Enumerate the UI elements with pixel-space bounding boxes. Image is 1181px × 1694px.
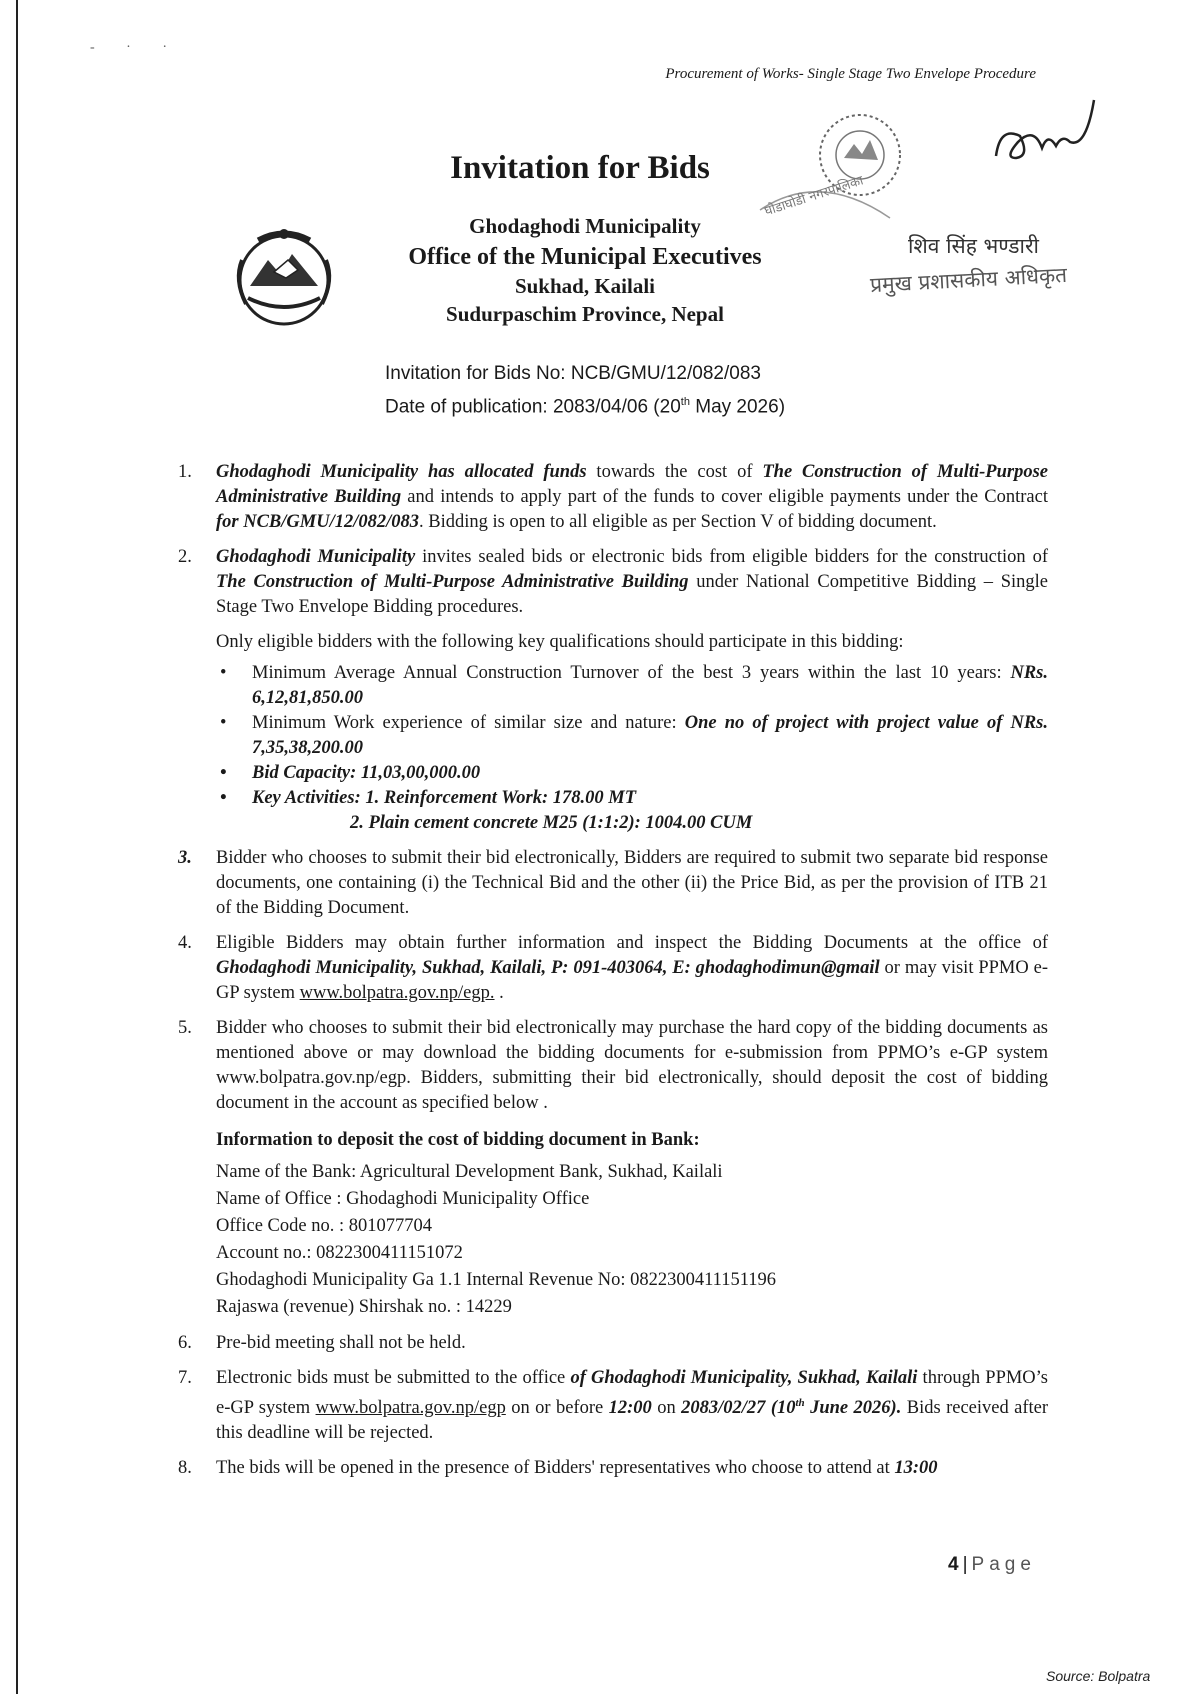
account-number: Account no.: 0822300411151072 bbox=[216, 1243, 463, 1263]
org-province: Sudurpaschim Province, Nepal bbox=[446, 302, 724, 326]
clause-number: 5. bbox=[178, 1018, 192, 1038]
publication-date: Date of publication: 2083/04/06 (20th May 2026) bbox=[385, 396, 786, 418]
nepal-emblem-icon bbox=[228, 220, 340, 332]
signature-icon bbox=[990, 96, 1100, 176]
left-margin-rule bbox=[16, 0, 18, 1694]
clause-4 bbox=[178, 931, 1048, 1006]
clause-6 bbox=[178, 1331, 1048, 1356]
clause-text: Ghodaghodi Municipality has allocated funds towards the cost of The Construction of Multi-Purpose Administrative Building and intends to apply part of the funds to cover eligible payments under the Contract for NCB/GMU/12/082/083. Bidding is open to all eligible as per Section V of bidding document. bbox=[216, 462, 1048, 532]
clause-number: 6. bbox=[178, 1333, 192, 1353]
clause-text: The bids will be opened in the presence of Bidders' representatives who choose to attend at 13:00 bbox=[216, 1458, 938, 1479]
internal-revenue-number: Ghodaghodi Municipality Ga 1.1 Internal Revenue No: 0822300411151196 bbox=[216, 1270, 777, 1290]
org-name: Ghodaghodi Municipality bbox=[469, 214, 701, 238]
clause-number: 2. bbox=[178, 547, 192, 567]
clause-text: Bidder who chooses to submit their bid electronically, Bidders are required to submit two separate bid response documents, one containing (i) the Technical Bid and the other (ii) the Price Bid, as per the provision of ITB 21 of the Bidding Document. bbox=[216, 848, 1048, 918]
clause-text: Ghodaghodi Municipality invites sealed bids or electronic bids from eligible bidders for the construction of The Construction of Multi-Purpose Administrative Building under National Competitive Bidding – Single Stage Two Envelope Bidding procedures. bbox=[216, 547, 1049, 617]
revenue-heading-number: Rajaswa (revenue) Shirshak no. : 14229 bbox=[216, 1297, 512, 1317]
clause-number: 7. bbox=[178, 1368, 192, 1388]
clause-number: 4. bbox=[178, 933, 192, 953]
office-code: Office Code no. : 801077704 bbox=[216, 1216, 432, 1236]
bank-name: Name of the Bank: Agricultural Development Bank, Sukhad, Kailali bbox=[216, 1162, 723, 1182]
qualification-bid-capacity: • Bid Capacity: 11,03,00,000.00 bbox=[252, 761, 1048, 786]
clause-number: 8. bbox=[178, 1458, 192, 1479]
ifb-number: Invitation for Bids No: NCB/GMU/12/082/083 bbox=[385, 363, 761, 384]
clause-5 bbox=[178, 1016, 1048, 1321]
source-credit: Source: Bolpatra bbox=[1046, 1668, 1151, 1684]
ifb-details bbox=[385, 360, 805, 421]
org-location: Sukhad, Kailali bbox=[514, 274, 656, 298]
egp-link[interactable]: www.bolpatra.gov.np/egp bbox=[315, 1398, 506, 1419]
clause-3 bbox=[178, 846, 1048, 921]
stamp-officer-title: प्रमुख प्रशासकीय अधिकृत bbox=[869, 262, 1068, 298]
clause-number: 3. bbox=[178, 848, 192, 868]
clause-1 bbox=[178, 460, 1048, 535]
page-number: 4 | Page bbox=[948, 1554, 1036, 1575]
office-name: Name of Office : Ghodaghodi Municipality Office bbox=[216, 1189, 590, 1209]
clause-number: 1. bbox=[178, 462, 192, 482]
clause-2 bbox=[178, 545, 1048, 836]
clause-text: Electronic bids must be submitted to the office of Ghodaghodi Municipality, Sukhad, Kailali through PPMO’s e-GP system www.bolpatra.gov.np/egp on or before 12:00 on 2083/02/27 (10th June 2026). Bids received after this deadline will be rejected. bbox=[216, 1368, 1049, 1444]
qualification-experience: • Minimum Work experience of similar size and nature: One no of project with project value of NRs. 7,35,38,200.00 bbox=[252, 711, 1048, 761]
clause-text: Pre-bid meeting shall not be held. bbox=[216, 1333, 466, 1353]
qualification-turnover: • Minimum Average Annual Construction Turnover of the best 3 years within the last 10 years: NRs. 6,12,81,850.00 bbox=[252, 661, 1048, 711]
document-title: Invitation for Bids bbox=[450, 150, 710, 186]
seal-text: घोडाघोडी नगरपालिका bbox=[762, 173, 866, 220]
clause-text: Bidder who chooses to submit their bid electronically may purchase the hard copy of the bidding documents as mentioned above or may download the bidding documents for e-submission from PPMO’s e-GP system www.bolpatra.gov.np/egp. Bidders, submitting their bid electronically, should deposit the cost of bidding document in the account as specified below . bbox=[216, 1018, 1048, 1113]
clause-7 bbox=[178, 1366, 1048, 1446]
org-office: Office of the Municipal Executives bbox=[408, 244, 762, 270]
qualification-intro: Only eligible bidders with the following key qualifications should participate in this bidding: bbox=[216, 632, 904, 652]
key-activity-2: 2. Plain cement concrete M25 (1:1:2): 1004.00 CUM bbox=[350, 813, 753, 833]
clause-8 bbox=[178, 1456, 1048, 1481]
qualification-key-activities: • Key Activities: 1. Reinforcement Work: 178.00 MT bbox=[252, 786, 1048, 811]
bank-info-heading: Information to deposit the cost of bidding document in Bank: bbox=[216, 1130, 700, 1150]
qualification-list bbox=[216, 661, 1048, 811]
bid-clauses bbox=[178, 460, 1048, 1491]
clause-text: Eligible Bidders may obtain further information and inspect the Bidding Documents at the office of Ghodaghodi Municipality, Sukhad, Kailali, P: 091-403064, E: ghodaghodimun@gmail or may visit PPMO e-GP system www.bolpatra.gov.np/egp. . bbox=[216, 933, 1048, 1003]
stamp-officer-name: शिव सिंह भण्डारी bbox=[908, 234, 1039, 258]
egp-link[interactable]: www.bolpatra.gov.np/egp. bbox=[299, 983, 495, 1003]
header-note: Procurement of Works- Single Stage Two Envelope Procedure bbox=[665, 66, 1036, 82]
scan-specks: - · · bbox=[90, 40, 181, 55]
